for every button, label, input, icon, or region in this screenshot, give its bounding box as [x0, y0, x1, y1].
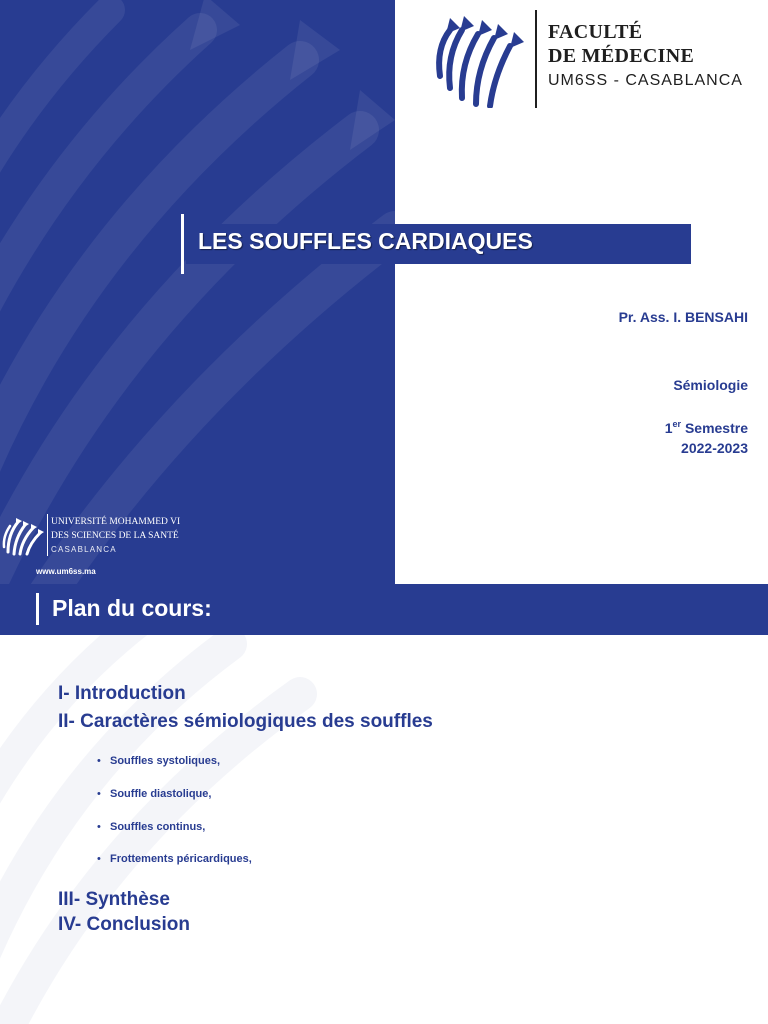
subitem-systoliques: Souffles systoliques,: [110, 755, 221, 767]
faculty-location: UM6SS - CASABLANCA: [548, 72, 743, 89]
plan-header-bar: [0, 584, 768, 635]
university-url: www.um6ss.ma: [36, 567, 96, 576]
subitem-frottements: Frottements péricardiques,: [110, 853, 252, 865]
bullet-icon: •: [97, 853, 101, 865]
university-divider: [47, 514, 48, 556]
author-name: Pr. Ass. I. BENSAHI: [618, 309, 748, 325]
outline-slide: [0, 584, 768, 1024]
outline-item-caracteres: II- Caractères sémiologiques des souffles: [58, 711, 433, 732]
university-swoosh-logo-icon: [0, 512, 46, 558]
university-name-line1: UNIVERSITÉ MOHAMMED VI: [51, 517, 181, 527]
faculty-name-line1: FACULTÉ: [548, 21, 643, 43]
semester-suffix: er: [672, 419, 682, 429]
subitem-diastolique: Souffle diastolique,: [110, 788, 212, 800]
university-logo: [0, 512, 240, 576]
academic-year: 2022-2023: [681, 440, 748, 456]
outline-item-conclusion: IV- Conclusion: [58, 914, 190, 935]
faculty-logo: [432, 8, 752, 108]
semester-number: 1: [664, 420, 673, 436]
background-swoosh-icon: [0, 0, 395, 584]
outline-item-synthese: III- Synthèse: [58, 889, 170, 910]
plan-accent-line: [36, 593, 39, 625]
presentation-title: LES SOUFFLES CARDIAQUES: [198, 228, 533, 254]
plan-title: Plan du cours:: [52, 595, 212, 621]
semester-word: Semestre: [681, 420, 748, 436]
faint-swoosh-icon: [0, 584, 768, 1024]
university-city: CASABLANCA: [51, 545, 117, 554]
arrow-swoosh-logo-icon: [432, 8, 532, 108]
outline-item-introduction: I- Introduction: [58, 683, 186, 704]
blue-side-panel: [0, 0, 395, 584]
bullet-icon: •: [97, 821, 101, 833]
bullet-icon: •: [97, 788, 101, 800]
semester-label: [665, 419, 748, 436]
logo-divider: [535, 10, 537, 108]
title-accent-line: [181, 214, 184, 274]
bullet-icon: •: [97, 755, 101, 767]
subitem-continus: Souffles continus,: [110, 821, 206, 833]
faculty-name-line2: DE MÉDECINE: [548, 45, 695, 67]
module-name: Sémiologie: [673, 377, 748, 393]
university-name-line2: DES SCIENCES DE LA SANTÉ: [51, 531, 179, 541]
